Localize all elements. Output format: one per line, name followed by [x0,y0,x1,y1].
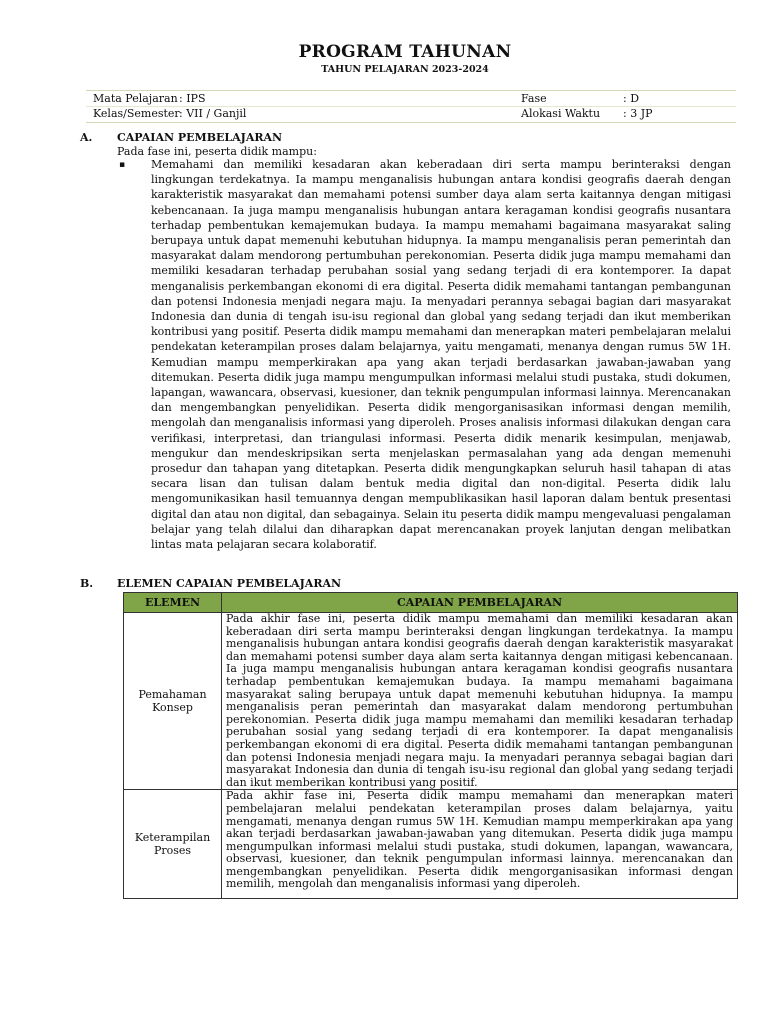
table-row [124,613,738,790]
bullet-marker: ▪ [119,160,126,170]
mata-pelajaran-label: Mata Pelajaran [93,92,178,105]
mata-pelajaran-value: : IPS [179,92,206,105]
section-a-title: CAPAIAN PEMBELAJARAN [117,131,283,144]
elemen-name-line: Proses [153,844,192,858]
capaian-cell [222,790,738,899]
info-row [86,92,736,106]
document-title: PROGRAM TAHUNAN [298,42,512,62]
kelas-value: : VII / Ganjil [179,107,247,120]
elemen-name-line: Konsep [152,701,193,715]
alokasi-label: Alokasi Waktu [521,107,601,120]
alokasi-value: : 3 JP [623,107,653,120]
elemen-name-line: Pemahaman [138,688,207,702]
col-elemen-header: ELEMEN [124,593,222,613]
capaian-text: Pada akhir fase ini, Peserta didik mampu memahami dan menerapkan materi pembelajaran melalui pendekatan keterampilan proses dalam belajarnya, yaitu mengamati, menanya dengan rumus 5W 1H. Kemudian mampu memperkirakan apa yang akan terjadi berdasarkan jawaban-jawaban yang ditemukan. Peserta didik juga mampu mengumpulkan informasi melalui studi pustaka, studi dokumen, lapangan, wawancara, observasi, kuesioner, dan teknik pengumpulan informasi lainnya. merencanakan dan mengembangkan penyelidikan. Peserta didik mengorganisasikan informasi dengan memilih, mengolah dan menganalisis informasi yang diperoleh. [226,790,733,891]
info-table [86,90,736,123]
elemen-table [123,592,738,899]
col-capaian-header: CAPAIAN PEMBELAJARAN [222,593,738,613]
section-a-letter: A. [80,131,93,144]
capaian-text: Pada akhir fase ini, peserta didik mampu memahami dan memiliki kesadaran akan keberadaan diri serta mampu berinteraksi dengan lingkungan terdekatnya. Ia mampu menganalisis hubungan antara kondisi geografis daerah dengan karakteristik masyarakat dan memahami potensi sumber daya alam serta kaitannya dengan mitigasi kebencanaan. Ia juga mampu menganalisis hubungan antara keragaman kondisi geografis nusantara terhadap pembentukan kemajemukan budaya. Ia mampu memahami bagaimana masyarakat saling berupaya untuk dapat memenuhi kebutuhan hidupnya. Ia mampu menganalisis peran pemerintah dan masyarakat dalam mendorong pertumbuhan perekonomian. Peserta didik juga mampu memahami dan memiliki kesadaran terhadap perubahan sosial yang sedang terjadi di era kontemporer. Ia dapat menganalisis perkembangan ekonomi di era digital. Peserta didik memahami tantangan pembangunan dan potensi Indonesia menjadi negara maju. Ia menyadari perannya sebagai bagian dari masyarakat Indonesia dan dunia di tengah isu-isu regional dan global yang sedang terjadi dan ikut memberikan kontribusi yang positif. [226,612,733,789]
info-row [86,106,736,121]
fase-value: : D [623,92,640,105]
elemen-name-line: Keterampilan [134,831,211,845]
capaian-cell [222,613,738,790]
fase-label: Fase [521,92,547,105]
table-row [124,790,738,899]
elemen-cell [124,613,222,790]
section-b-letter: B. [80,577,94,590]
elemen-cell [124,790,222,899]
section-b-title: ELEMEN CAPAIAN PEMBELAJARAN [117,577,342,590]
table-header-row [124,593,738,613]
document-subtitle: TAHUN PELAJARAN 2023-2024 [321,64,489,75]
section-a-intro: Pada fase ini, peserta didik mampu: [117,145,317,158]
kelas-label: Kelas/Semester [93,107,180,120]
capaian-paragraph: Memahami dan memiliki kesadaran akan keberadaan diri serta mampu berinteraksi dengan lingkungan terdekatnya. Ia mampu menganalisis hubungan antara kondisi geografis daerah dengan karakteristik masyarakat dan memahami potensi sumber daya alam serta kaitannya dengan mitigasi kebencanaan. Ia juga mampu menganalisis hubungan antara keragaman kondisi geografis nusantara terhadap pembentukan kemajemukan budaya. Ia mampu memahami bagaimana masyarakat saling berupaya untuk dapat memenuhi kebutuhan hidupnya. Ia mampu menganalisis peran pemerintah dan masyarakat dalam mendorong pertumbuhan perekonomian. Peserta didik juga mampu memahami dan memiliki kesadaran terhadap perubahan sosial yang sedang terjadi di era kontemporer. Ia dapat menganalisis perkembangan ekonomi di era digital. Peserta didik memahami tantangan pembangunan dan potensi Indonesia menjadi negara maju. Ia menyadari perannya sebagai bagian dari masyarakat Indonesia dan dunia di tengah isu-isu regional dan global yang sedang terjadi dan ikut memberikan kontribusi yang positif. Peserta didik mampu memahami dan menerapkan materi pembelajaran melalui pendekatan keterampilan proses dalam belajarnya, yaitu mengamati, menanya dengan rumus 5W 1H. Kemudian mampu memperkirakan apa yang akan terjadi berdasarkan jawaban-jawaban yang ditemukan. Peserta didik juga mampu mengumpulkan informasi melalui studi pustaka, studi dokumen, lapangan, wawancara, observasi, kuesioner, dan teknik pengumpulan informasi lainnya. Merencanakan dan mengembangkan penyelidikan. Peserta didik mengorganisasikan informasi dengan memilih, mengolah dan menganalisis informasi yang diperoleh. Proses analisis informasi dilakukan dengan cara verifikasi, interpretasi, dan triangulasi informasi. Peserta didik menarik kesimpulan, menjawab, mengukur dan mendeskripsikan serta menjelaskan permasalahan yang ada dengan memenuhi prosedur dan tahapan yang ditetapkan. Peserta didik mengungkapkan seluruh hasil tahapan di atas secara lisan dan tulisan dalam bentuk media digital dan non-digital. Peserta didik lalu mengomunikasikan hasil temuannya dengan mempublikasikan hasil laporan dalam bentuk presentasi digital dan atau non digital, dan sebagainya. Selain itu peserta didik mampu mengevaluasi pengalaman belajar yang telah dilalui dan diharapkan dapat merencanakan proyek lanjutan dengan melibatkan lintas mata pelajaran secara kolaboratif. [151,158,731,552]
